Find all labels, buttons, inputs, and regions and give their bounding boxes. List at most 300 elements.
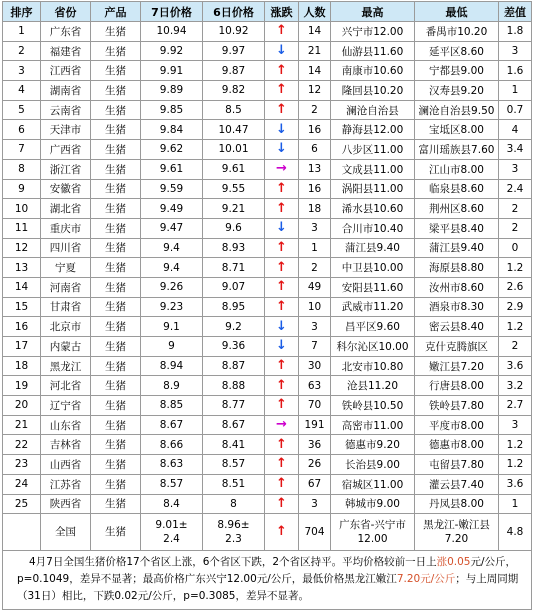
table-row (3, 238, 532, 258)
product-cell: 生猪 (91, 100, 141, 120)
province-cell: 四川省 (41, 238, 91, 258)
up-arrow-icon: ↑ (276, 200, 287, 216)
price-6th-cell: 8.95 (203, 297, 265, 317)
up-arrow-icon: ↑ (276, 259, 287, 275)
product-cell: 生猪 (91, 337, 141, 357)
count-cell: 12 (299, 81, 331, 101)
price-7th-cell: 9 (141, 337, 203, 357)
diff-cell: 2.9 (499, 297, 532, 317)
table-row (3, 61, 532, 81)
rank-cell: 10 (3, 199, 41, 219)
product-cell: 生猪 (91, 199, 141, 219)
price-7th-cell: 9.23 (141, 297, 203, 317)
diff-cell: 3 (499, 41, 532, 61)
header-product: 产品 (91, 2, 141, 22)
down-arrow-icon: ↓ (276, 220, 287, 236)
lowest-cell: 梁平县8.40 (415, 218, 499, 238)
rank-cell: 7 (3, 140, 41, 160)
diff-cell: 3.6 (499, 356, 532, 376)
product-cell: 生猪 (91, 22, 141, 42)
highest-cell: 澜沧自治县 (331, 100, 415, 120)
header-price-7th: 7日价格 (141, 2, 203, 22)
count-cell: 63 (299, 376, 331, 396)
province-cell: 北京市 (41, 317, 91, 337)
diff-cell: 2 (499, 199, 532, 219)
price-6th-cell: 8.57 (203, 455, 265, 475)
province-cell: 福建省 (41, 41, 91, 61)
highest-cell: 合川市10.40 (331, 218, 415, 238)
table-row (3, 140, 532, 160)
rank-cell: 3 (3, 61, 41, 81)
lowest-cell: 德惠市8.00 (415, 435, 499, 455)
lowest-cell: 汝州市8.60 (415, 277, 499, 297)
diff-cell: 1.2 (499, 317, 532, 337)
price-7th-cell: 9.1 (141, 317, 203, 337)
trend-cell (265, 179, 299, 199)
count-cell: 36 (299, 435, 331, 455)
price-7th-cell: 8.85 (141, 396, 203, 416)
highest-cell: 八步区11.00 (331, 140, 415, 160)
product-cell: 生猪 (91, 474, 141, 494)
product-cell: 生猪 (91, 494, 141, 514)
count-cell: 21 (299, 41, 331, 61)
header-row (3, 2, 532, 22)
rank-cell: 22 (3, 435, 41, 455)
product-cell: 生猪 (91, 159, 141, 179)
lowest-cell: 蒲江县9.40 (415, 238, 499, 258)
down-arrow-icon: ↓ (276, 141, 287, 157)
diff-cell: 3 (499, 159, 532, 179)
header-province: 省份 (41, 2, 91, 22)
lowest-cell: 嫩江县7.20 (415, 356, 499, 376)
diff-cell: 3.2 (499, 376, 532, 396)
count-cell: 2 (299, 258, 331, 278)
trend-cell (265, 455, 299, 475)
rank-cell: 11 (3, 218, 41, 238)
trend-cell (265, 317, 299, 337)
trend-cell (265, 494, 299, 514)
price-6th-cell: 8.51 (203, 474, 265, 494)
lowest-cell: 荆州区8.60 (415, 199, 499, 219)
table-row (3, 218, 532, 238)
price-7th-cell: 8.67 (141, 415, 203, 435)
product-cell: 生猪 (91, 297, 141, 317)
up-arrow-icon: ↑ (276, 476, 287, 492)
lowest-cell: 密云县8.40 (415, 317, 499, 337)
table-row (3, 376, 532, 396)
price-6th-cell: 8.88 (203, 376, 265, 396)
province-cell: 甘肃省 (41, 297, 91, 317)
table-row (3, 22, 532, 42)
up-arrow-icon: ↑ (276, 495, 287, 511)
trend-cell (265, 277, 299, 297)
product-cell: 生猪 (91, 218, 141, 238)
count-cell: 191 (299, 415, 331, 435)
trend-cell (265, 415, 299, 435)
rank-cell: 17 (3, 337, 41, 357)
count-cell: 70 (299, 396, 331, 416)
highest-cell: 安阳县11.60 (331, 277, 415, 297)
table-row (3, 494, 532, 514)
up-arrow-icon: ↑ (276, 436, 287, 452)
diff-cell: 1 (499, 494, 532, 514)
trend-cell (265, 120, 299, 140)
total-count-cell: 704 (299, 514, 331, 551)
highest-cell: 铁岭县10.50 (331, 396, 415, 416)
highest-cell: 南康市10.60 (331, 61, 415, 81)
table-row (3, 258, 532, 278)
trend-cell (265, 218, 299, 238)
total-lowest-cell: 黑龙江-嫩江县 7.20 (415, 514, 499, 551)
diff-cell: 0 (499, 238, 532, 258)
trend-cell (265, 199, 299, 219)
lowest-cell: 江山市8.00 (415, 159, 499, 179)
down-arrow-icon: ↓ (276, 318, 287, 334)
diff-cell: 3.4 (499, 140, 532, 160)
price-6th-cell: 9.97 (203, 41, 265, 61)
header-lowest: 最低 (415, 2, 499, 22)
province-cell: 广西省 (41, 140, 91, 160)
highest-cell: 韩城市9.00 (331, 494, 415, 514)
header-rank: 排序 (3, 2, 41, 22)
province-cell: 浙江省 (41, 159, 91, 179)
product-cell: 生猪 (91, 61, 141, 81)
trend-cell (265, 258, 299, 278)
trend-cell (265, 140, 299, 160)
province-cell: 内蒙古 (41, 337, 91, 357)
lowest-cell: 灌云县7.40 (415, 474, 499, 494)
count-cell: 6 (299, 140, 331, 160)
diff-cell: 0.7 (499, 100, 532, 120)
lowest-cell: 平度市8.00 (415, 415, 499, 435)
diff-cell: 2 (499, 337, 532, 357)
province-cell: 河北省 (41, 376, 91, 396)
trend-cell (265, 297, 299, 317)
rank-cell: 6 (3, 120, 41, 140)
trend-cell (265, 337, 299, 357)
price-6th-cell: 10.92 (203, 22, 265, 42)
product-cell: 生猪 (91, 376, 141, 396)
count-cell: 26 (299, 455, 331, 475)
highest-cell: 长治县9.00 (331, 455, 415, 475)
lowest-cell: 屯留县7.80 (415, 455, 499, 475)
highest-cell: 兴宁市12.00 (331, 22, 415, 42)
trend-cell (265, 238, 299, 258)
trend-cell (265, 22, 299, 42)
lowest-cell: 铁岭县7.80 (415, 396, 499, 416)
total-price-7th-cell: 9.01± 2.4 (141, 514, 203, 551)
up-arrow-icon: ↑ (276, 82, 287, 98)
price-6th-cell: 9.2 (203, 317, 265, 337)
product-cell: 生猪 (91, 140, 141, 160)
highest-cell: 蒲江县9.40 (331, 238, 415, 258)
price-6th-cell: 8.41 (203, 435, 265, 455)
price-7th-cell: 9.89 (141, 81, 203, 101)
rank-cell: 1 (3, 22, 41, 42)
price-7th-cell: 8.94 (141, 356, 203, 376)
lowest-cell: 临泉县8.60 (415, 179, 499, 199)
highest-cell: 隆回县10.20 (331, 81, 415, 101)
count-cell: 3 (299, 494, 331, 514)
count-cell: 2 (299, 100, 331, 120)
diff-cell: 1.2 (499, 435, 532, 455)
trend-cell (265, 376, 299, 396)
diff-cell: 2 (499, 218, 532, 238)
price-7th-cell: 9.84 (141, 120, 203, 140)
highest-cell: 武威市11.20 (331, 297, 415, 317)
highest-cell: 文成县11.00 (331, 159, 415, 179)
highest-cell: 浠水县10.60 (331, 199, 415, 219)
lowest-cell: 汉寿县9.20 (415, 81, 499, 101)
table-row (3, 356, 532, 376)
diff-cell: 1.6 (499, 61, 532, 81)
lowest-cell: 行唐县8.00 (415, 376, 499, 396)
trend-cell (265, 435, 299, 455)
price-7th-cell: 9.92 (141, 41, 203, 61)
rank-cell: 18 (3, 356, 41, 376)
lowest-cell: 海原县8.80 (415, 258, 499, 278)
price-7th-cell: 8.4 (141, 494, 203, 514)
table-row (3, 474, 532, 494)
lowest-cell: 宝坻区8.00 (415, 120, 499, 140)
diff-cell: 1.8 (499, 22, 532, 42)
total-highest-cell: 广东省-兴宁市 12.00 (331, 514, 415, 551)
header-price-6th: 6日价格 (203, 2, 265, 22)
province-cell: 湖北省 (41, 199, 91, 219)
trend-cell (265, 159, 299, 179)
province-cell: 黑龙江 (41, 356, 91, 376)
count-cell: 3 (299, 317, 331, 337)
total-trend-cell (265, 514, 299, 551)
diff-cell: 3.6 (499, 474, 532, 494)
count-cell: 7 (299, 337, 331, 357)
rank-cell: 25 (3, 494, 41, 514)
rank-cell: 14 (3, 277, 41, 297)
price-6th-cell: 9.6 (203, 218, 265, 238)
table-row (3, 297, 532, 317)
header-count: 人数 (299, 2, 331, 22)
count-cell: 14 (299, 22, 331, 42)
total-row (3, 514, 532, 551)
product-cell: 生猪 (91, 415, 141, 435)
highest-cell: 高密市11.00 (331, 415, 415, 435)
price-table-container (2, 1, 531, 610)
count-cell: 18 (299, 199, 331, 219)
province-cell: 宁夏 (41, 258, 91, 278)
price-6th-cell: 10.01 (203, 140, 265, 160)
highest-cell: 仙游县11.60 (331, 41, 415, 61)
rank-cell: 4 (3, 81, 41, 101)
down-arrow-icon: ↓ (276, 338, 287, 354)
province-cell: 河南省 (41, 277, 91, 297)
rank-cell: 13 (3, 258, 41, 278)
price-7th-cell: 9.91 (141, 61, 203, 81)
lowest-cell: 宁都县9.00 (415, 61, 499, 81)
price-7th-cell: 9.49 (141, 199, 203, 219)
up-arrow-icon: ↑ (276, 279, 287, 295)
right-arrow-icon: → (276, 417, 287, 433)
province-cell: 重庆市 (41, 218, 91, 238)
total-price-6th-cell: 8.96± 2.3 (203, 514, 265, 551)
price-6th-cell: 9.55 (203, 179, 265, 199)
count-cell: 16 (299, 179, 331, 199)
up-arrow-icon: ↑ (276, 358, 287, 374)
down-arrow-icon: ↓ (276, 43, 287, 59)
up-arrow-icon: ↑ (276, 377, 287, 393)
price-7th-cell: 9.4 (141, 258, 203, 278)
product-cell: 生猪 (91, 179, 141, 199)
highest-cell: 昌平区9.60 (331, 317, 415, 337)
table-row (3, 100, 532, 120)
summary-note-part1: 4月7日全国生猪价格17个省区上涨，6个省区下跌，2个省区持平。平均价格较前一日上 (29, 556, 437, 569)
trend-cell (265, 100, 299, 120)
table-row (3, 337, 532, 357)
product-cell: 生猪 (91, 81, 141, 101)
highest-cell: 涡阳县11.00 (331, 179, 415, 199)
price-6th-cell: 9.82 (203, 81, 265, 101)
diff-cell: 1 (499, 81, 532, 101)
count-cell: 1 (299, 238, 331, 258)
count-cell: 10 (299, 297, 331, 317)
diff-cell: 2.7 (499, 396, 532, 416)
product-cell: 生猪 (91, 356, 141, 376)
province-cell: 江西省 (41, 61, 91, 81)
trend-cell (265, 61, 299, 81)
lowest-cell: 澜沧自治县9.50 (415, 100, 499, 120)
total-product-cell: 生猪 (91, 514, 141, 551)
price-7th-cell: 9.61 (141, 159, 203, 179)
product-cell: 生猪 (91, 120, 141, 140)
hog-price-table (2, 1, 532, 610)
total-rank-cell (3, 514, 41, 551)
header-highest: 最高 (331, 2, 415, 22)
table-row (3, 41, 532, 61)
diff-cell: 4 (499, 120, 532, 140)
diff-cell: 2.6 (499, 277, 532, 297)
rank-cell: 15 (3, 297, 41, 317)
table-row (3, 179, 532, 199)
price-7th-cell: 9.85 (141, 100, 203, 120)
diff-cell: 2.4 (499, 179, 532, 199)
province-cell: 湖南省 (41, 81, 91, 101)
header-diff: 差值 (499, 2, 532, 22)
lowest-cell: 番禺市10.20 (415, 22, 499, 42)
price-6th-cell: 8.5 (203, 100, 265, 120)
price-6th-cell: 9.36 (203, 337, 265, 357)
table-row (3, 120, 532, 140)
highest-cell: 静海县12.00 (331, 120, 415, 140)
province-cell: 山西省 (41, 455, 91, 475)
province-cell: 辽宁省 (41, 396, 91, 416)
price-7th-cell: 9.26 (141, 277, 203, 297)
price-6th-cell: 9.21 (203, 199, 265, 219)
trend-cell (265, 41, 299, 61)
count-cell: 13 (299, 159, 331, 179)
product-cell: 生猪 (91, 258, 141, 278)
lowest-cell: 丹凤县8.00 (415, 494, 499, 514)
province-cell: 江苏省 (41, 474, 91, 494)
province-cell: 云南省 (41, 100, 91, 120)
rank-cell: 19 (3, 376, 41, 396)
product-cell: 生猪 (91, 396, 141, 416)
lowest-cell: 酒泉市8.30 (415, 297, 499, 317)
header-trend: 涨跌 (265, 2, 299, 22)
rank-cell: 9 (3, 179, 41, 199)
summary-note-part2: 元/公斤，p=0.1049，差异不显著；最高价格广东兴宁12.00元/公斤，最低价格黑龙江嫩江 (17, 556, 517, 586)
price-7th-cell: 8.63 (141, 455, 203, 475)
highest-cell: 中卫县10.00 (331, 258, 415, 278)
lowest-cell: 富川瑶族县7.60 (415, 140, 499, 160)
summary-note (3, 551, 532, 610)
table-row (3, 396, 532, 416)
province-cell: 山东省 (41, 415, 91, 435)
count-cell: 67 (299, 474, 331, 494)
rank-cell: 20 (3, 396, 41, 416)
table-row (3, 199, 532, 219)
price-7th-cell: 9.47 (141, 218, 203, 238)
summary-note-highlight-lowest: 7.20元/公斤 (396, 573, 456, 586)
rank-cell: 16 (3, 317, 41, 337)
price-6th-cell: 9.87 (203, 61, 265, 81)
up-arrow-icon: ↑ (276, 456, 287, 472)
product-cell: 生猪 (91, 238, 141, 258)
price-6th-cell: 10.47 (203, 120, 265, 140)
trend-cell (265, 356, 299, 376)
up-arrow-icon: ↑ (276, 239, 287, 255)
count-cell: 3 (299, 218, 331, 238)
product-cell: 生猪 (91, 277, 141, 297)
trend-cell (265, 396, 299, 416)
table-row (3, 455, 532, 475)
rank-cell: 12 (3, 238, 41, 258)
price-7th-cell: 9.59 (141, 179, 203, 199)
province-cell: 安徽省 (41, 179, 91, 199)
product-cell: 生猪 (91, 435, 141, 455)
lowest-cell: 克什克腾旗区 (415, 337, 499, 357)
price-7th-cell: 8.9 (141, 376, 203, 396)
total-province-cell: 全国 (41, 514, 91, 551)
down-arrow-icon: ↓ (276, 121, 287, 137)
price-6th-cell: 8.71 (203, 258, 265, 278)
rank-cell: 21 (3, 415, 41, 435)
price-6th-cell: 9.61 (203, 159, 265, 179)
price-7th-cell: 9.62 (141, 140, 203, 160)
table-row (3, 277, 532, 297)
highest-cell: 北安市10.80 (331, 356, 415, 376)
trend-cell (265, 474, 299, 494)
up-arrow-icon: ↑ (276, 397, 287, 413)
table-body (3, 22, 532, 514)
price-7th-cell: 10.94 (141, 22, 203, 42)
lowest-cell: 延平区8.60 (415, 41, 499, 61)
rank-cell: 5 (3, 100, 41, 120)
table-row (3, 159, 532, 179)
highest-cell: 德惠市9.20 (331, 435, 415, 455)
up-arrow-icon: ↑ (276, 298, 287, 314)
table-row (3, 435, 532, 455)
up-arrow-icon: ↑ (276, 23, 287, 39)
up-arrow-icon: ↑ (276, 180, 287, 196)
province-cell: 天津市 (41, 120, 91, 140)
diff-cell: 1.2 (499, 455, 532, 475)
count-cell: 49 (299, 277, 331, 297)
product-cell: 生猪 (91, 41, 141, 61)
product-cell: 生猪 (91, 317, 141, 337)
price-6th-cell: 8.93 (203, 238, 265, 258)
rank-cell: 8 (3, 159, 41, 179)
price-6th-cell: 9.07 (203, 277, 265, 297)
highest-cell: 沧县11.20 (331, 376, 415, 396)
